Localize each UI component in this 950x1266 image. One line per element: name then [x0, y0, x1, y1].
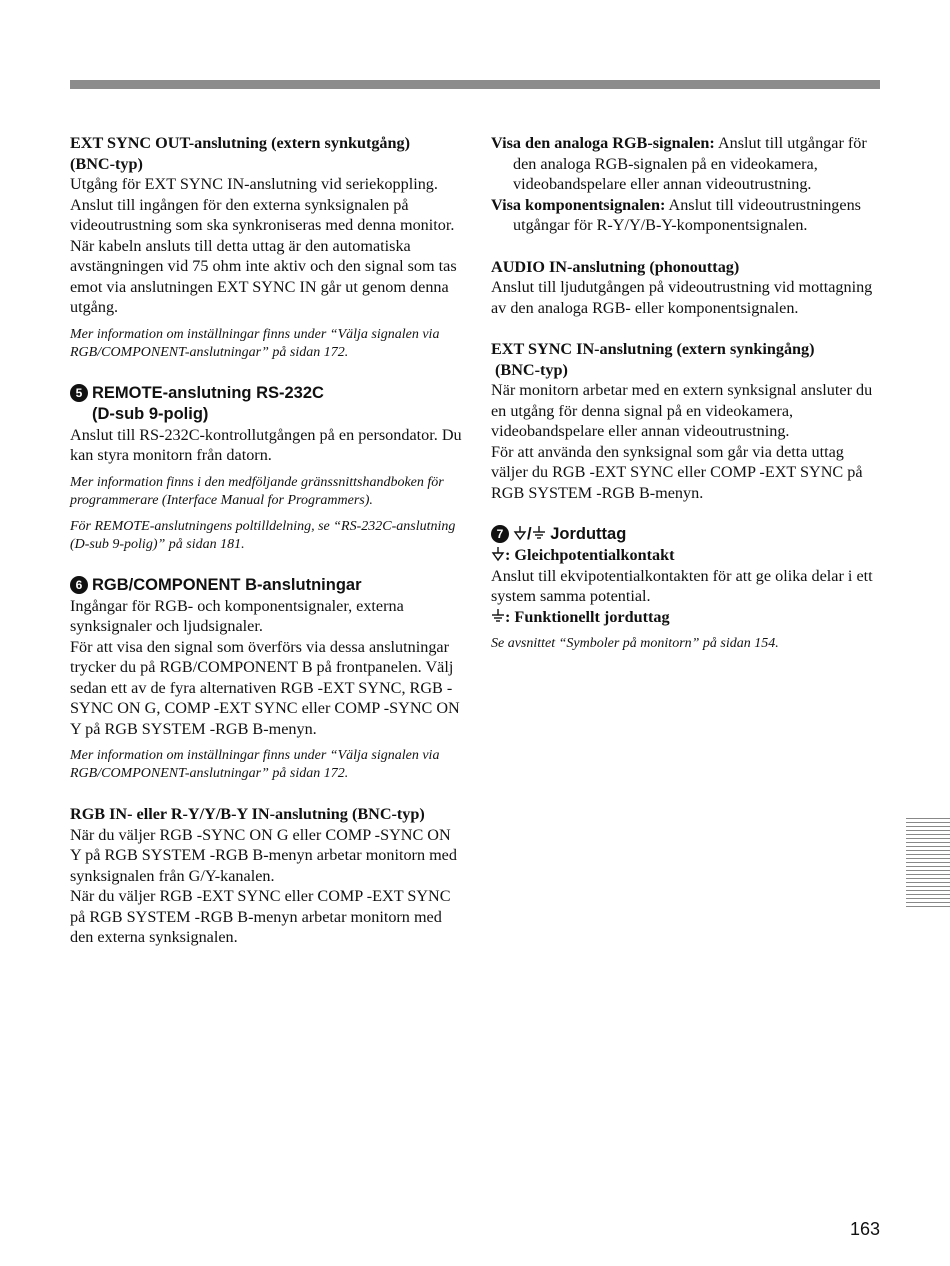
section-heading — [70, 575, 462, 596]
number-badge: 6 — [70, 576, 88, 594]
item-label: Visa komponentsignalen: — [491, 195, 666, 214]
left-column — [70, 133, 462, 948]
paragraph: Anslut till ekvipotentialkontakten för att ge olika delar i ett system samma potential. — [491, 566, 873, 605]
section-tab-marker — [906, 815, 950, 909]
section-heading: RGB IN- eller R-Y/Y/B-Y IN-anslutning (BNC-typ) — [70, 805, 425, 823]
paragraph: Anslut till ljudutgången på videoutrustning vid mottagning av den analoga RGB- eller komponentsignalen. — [491, 278, 873, 317]
item-label: Visa den analoga RGB-signalen: — [491, 134, 715, 152]
equipotential-label: : Gleichpotentialkontakt — [505, 546, 675, 564]
rgb-component-section — [70, 575, 462, 784]
ground-section — [491, 524, 883, 653]
equipotential-icon — [491, 546, 505, 562]
analog-rgb-item — [491, 133, 883, 195]
section-heading-line2: (BNC-typ) — [495, 360, 568, 379]
note: Mer information finns i den medföljande gränssnittshandboken för programmerare (Interface Manual for Programmers). — [70, 474, 444, 508]
paragraph: Ingångar för RGB- och komponentsignaler, externa synksignaler och ljudsignaler. — [70, 596, 404, 635]
number-badge: 7 — [491, 525, 509, 543]
paragraph: När du väljer RGB -SYNC ON G eller COMP -SYNC ON Y på RGB SYSTEM -RGB B-menyn arbetar monitorn med synksignalen från G/Y-kanalen. — [70, 825, 457, 885]
paragraph: När kabeln ansluts till detta uttag är den automatiska avstängningen vid 75 ohm inte aktiv och den signal som tas emot via anslutningen EXT SYNC IN går ut genom denna utgång. — [70, 236, 457, 316]
ground-icon — [532, 525, 546, 541]
functional-ground-label: : Funktionellt jorduttag — [505, 607, 670, 626]
header-rule — [70, 80, 880, 89]
ground-icon — [491, 608, 505, 624]
item-text: Anslut till videoutrustningens utgångar för R-Y/Y/B-Y-komponentsignalen. — [513, 195, 861, 234]
section-heading: EXT SYNC IN-anslutning (extern synkingång) — [491, 340, 815, 358]
remote-section — [70, 383, 462, 554]
page-number: 163 — [849, 1219, 880, 1239]
functional-ground-label-line — [491, 607, 883, 628]
paragraph: När du väljer RGB -EXT SYNC eller COMP -EXT SYNC på RGB SYSTEM -RGB B-menyn arbetar monitorn med den externa synksignalen. — [70, 887, 451, 946]
section-heading: 7 / Jorduttag — [491, 524, 883, 545]
ext-sync-in-section — [491, 339, 883, 503]
paragraph: När monitorn arbetar med en extern synksignal ansluter du en utgång för denna signal på en videokamera, videobandspelare eller annan videoutrustning. — [491, 381, 873, 440]
paragraph: För att använda den synksignal som går via detta uttag väljer du RGB -EXT SYNC eller COMP -EXT SYNC på RGB SYSTEM -RGB B-menyn. — [491, 442, 863, 502]
note: Mer information om inställningar finns under “Välja signalen via RGB/COMPONENT-anslutningar” på sidan 172. — [70, 748, 440, 781]
section-heading: AUDIO IN-anslutning (phonouttag) — [491, 257, 740, 276]
section-heading-line2: (BNC-typ) — [70, 154, 143, 173]
item-text: Anslut till utgångar för den analoga RGB-signalen på en videokamera, videobandspelare eller annan videoutrustning. — [513, 134, 867, 193]
paragraph: För att visa den signal som överförs via dessa anslutningar trycker du på RGB/COMPONENT B på frontpanelen. Välj sedan ett av de fyra alternativen RGB -EXT SYNC, RGB -SYNC ON G, COMP -EXT SYNC eller COMP -SYNC ON Y på RGB SYSTEM -RGB B-menyn. — [70, 637, 460, 738]
paragraph: Anslut till ingången för den externa synksignalen på videoutrustning som ska synkroniseras med denna monitor. — [70, 195, 455, 234]
section-heading-line2: (D-sub 9-polig) — [92, 404, 209, 423]
note: Se avsnittet “Symboler på monitorn” på sidan 154. — [491, 636, 779, 651]
rgb-in-section — [70, 804, 462, 948]
heading-text: RGB/COMPONENT B-anslutningar — [92, 575, 362, 594]
note: Mer information om inställningar finns under “Välja signalen via RGB/COMPONENT-anslutningar” på sidan 172. — [70, 326, 440, 360]
section-heading: EXT SYNC OUT-anslutning (extern synkutgång) — [70, 134, 411, 152]
audio-in-section — [491, 257, 883, 319]
right-column — [491, 133, 883, 653]
note: För REMOTE-anslutningens poltilldelning, se “RS-232C-anslutning (D-sub 9-polig)” på sidan 181. — [70, 518, 456, 552]
ext-sync-out-section — [70, 133, 462, 362]
heading-text: REMOTE-anslutning RS-232C — [92, 383, 324, 402]
heading-text: Jorduttag — [550, 525, 627, 543]
paragraph: Anslut till RS-232C-kontrollutgången på en persondator. Du kan styra monitorn från datorn. — [70, 425, 462, 464]
section-heading — [70, 383, 462, 404]
component-item — [491, 195, 883, 236]
equipotential-icon — [513, 525, 527, 541]
paragraph: Utgång för EXT SYNC IN-anslutning vid seriekoppling. — [70, 175, 438, 193]
equipotential-label-line — [491, 545, 883, 566]
number-badge: 5 — [70, 384, 88, 402]
